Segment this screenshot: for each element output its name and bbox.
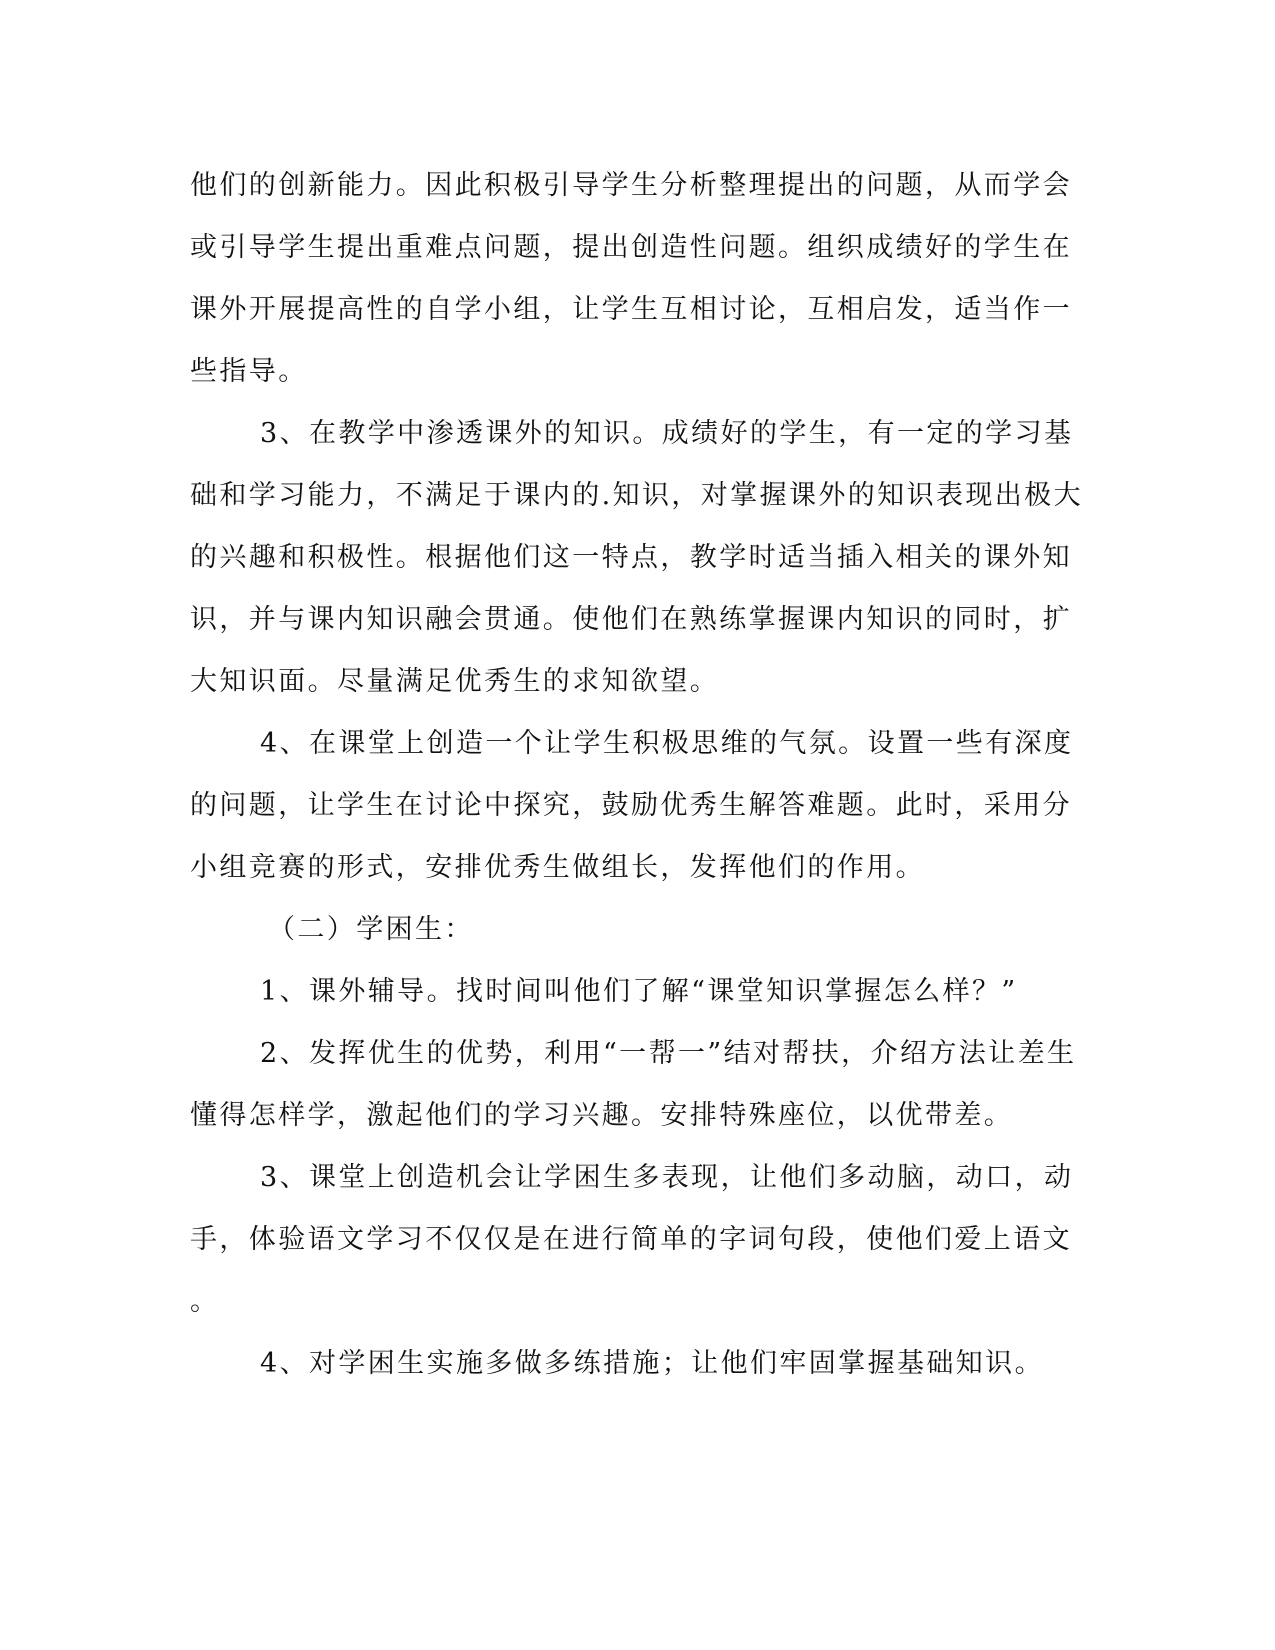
text-line: 他们的创新能力。因此积极引导学生分析整理提出的问题，从而学会 (190, 170, 1072, 201)
text-line: 的问题，让学生在讨论中探究，鼓励优秀生解答难题。此时，采用分 (190, 790, 1072, 821)
document-body (190, 155, 1083, 1395)
text-line: 。 (190, 1286, 220, 1317)
list-item-1-line: 1、课外辅导。找时间叫他们了解“课堂知识掌握怎么样？” (260, 976, 1018, 1007)
list-item-3-line: 3、在教学中渗透课外的知识。成绩好的学生，有一定的学习基 (260, 418, 1074, 449)
text-line: 手，体验语文学习不仅仅是在进行简单的字词句段，使他们爱上语文 (190, 1224, 1072, 1255)
text-line: 识，并与课内知识融会贯通。使他们在熟练掌握课内知识的同时，扩 (190, 604, 1072, 635)
section-heading: （二）学困生： (268, 914, 474, 945)
list-item-2-line: 2、发挥优生的优势，利用“一帮一”结对帮扶，介绍方法让差生 (260, 1038, 1077, 1069)
text-line: 大知识面。尽量满足优秀生的求知欲望。 (190, 666, 720, 697)
list-item-3-line: 3、课堂上创造机会让学困生多表现，让他们多动脑，动口，动 (260, 1162, 1074, 1193)
text-line: 懂得怎样学，激起他们的学习兴趣。安排特殊座位，以优带差。 (190, 1100, 1014, 1131)
text-line: 课外开展提高性的自学小组，让学生互相讨论，互相启发，适当作一 (190, 294, 1072, 325)
text-line: 些指导。 (190, 356, 308, 387)
list-item-4-line: 4、对学困生实施多做多练措施；让他们牢固掌握基础知识。 (260, 1348, 1044, 1379)
text-line: 的兴趣和积极性。根据他们这一特点，教学时适当插入相关的课外知 (190, 542, 1072, 573)
text-line: 或引导学生提出重难点问题，提出创造性问题。组织成绩好的学生在 (190, 232, 1072, 263)
text-line: 础和学习能力，不满足于课内的.知识，对掌握课外的知识表现出极大 (190, 480, 1083, 511)
text-line: 小组竞赛的形式，安排优秀生做组长，发挥他们的作用。 (190, 852, 925, 883)
list-item-4-line: 4、在课堂上创造一个让学生积极思维的气氛。设置一些有深度 (260, 728, 1074, 759)
